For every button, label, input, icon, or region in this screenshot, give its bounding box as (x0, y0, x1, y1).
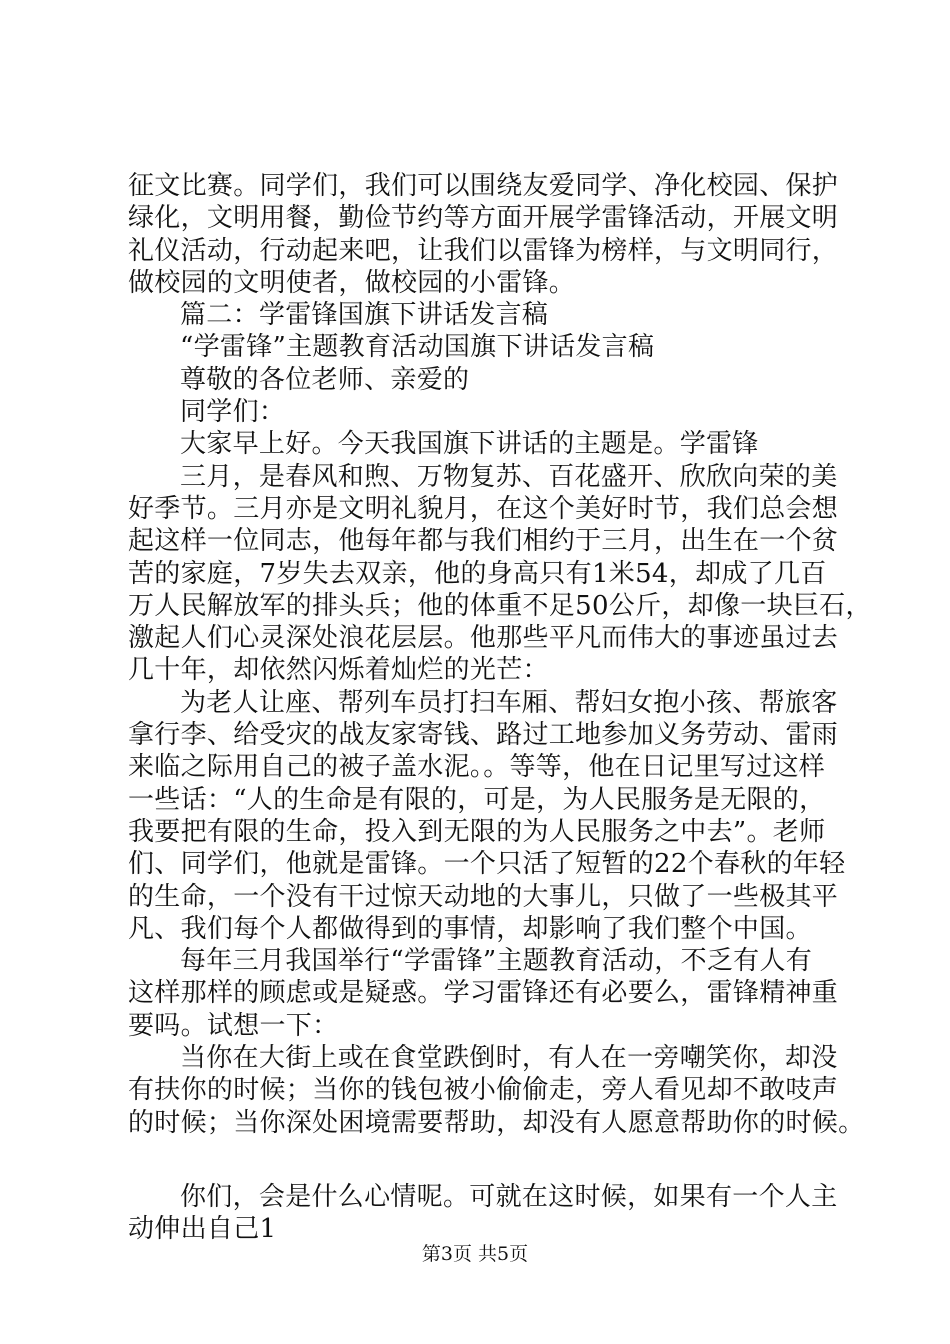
text-line: 们、同学们，他就是雷锋。一个只活了短暂的22个春秋的年轻 (128, 849, 846, 880)
text-line: 几十年，却依然闪烁着灿烂的光芒： (128, 655, 549, 686)
text-line: 每年三月我国举行“学雷锋”主题教育活动，不乏有人有 (180, 946, 813, 977)
text-line: 的时候；当你深处困境需要帮助，却没有人愿意帮助你的时候。 (128, 1107, 865, 1138)
text-line: 起这样一位同志，他每年都与我们相约于三月，出生在一个贫 (128, 526, 839, 557)
text-line: 苦的家庭，7岁失去双亲，他的身高只有1米54，却成了几百 (128, 558, 827, 589)
text-line: 凡、我们每个人都做得到的事情，却影响了我们整个中国。 (128, 913, 812, 944)
text-line: 当你在大街上或在食堂跌倒时，有人在一旁嘲笑你，却没 (180, 1043, 838, 1074)
text-line: “学雷锋”主题教育活动国旗下讲话发言稿 (180, 332, 655, 363)
text-line: 一些话：“人的生命是有限的，可是，为人民服务是无限的， (128, 784, 826, 815)
text-line: 要吗。试想一下： (128, 1010, 339, 1041)
text-line: 征文比赛。同学们，我们可以围绕友爱同学、净化校园、保护 (128, 171, 839, 201)
text-line: 篇二：学雷锋国旗下讲话发言稿 (180, 300, 549, 331)
document-body (128, 170, 872, 1246)
text-line: 动伸出自己1 (128, 1214, 277, 1245)
text-line: 来临之际用自己的被子盖水泥。。等等，他在日记里写过这样 (128, 752, 826, 783)
paragraph-gap (128, 1139, 828, 1181)
text-line: 好季节。三月亦是文明礼貌月，在这个美好时节，我们总会想 (128, 493, 839, 524)
page-footer: 第3页 共5页 (421, 1243, 529, 1265)
text-line: 你们，会是什么心情呢。可就在这时候，如果有一个人主 (180, 1181, 838, 1212)
text-line: 绿化，文明用餐，勤俭节约等方面开展学雷锋活动，开展文明 (128, 203, 839, 234)
text-line: 拿行李、给受灾的战友家寄钱、路过工地参加义务劳动、雷雨 (128, 720, 839, 751)
text-line: 大家早上好。今天我国旗下讲话的主题是。学雷锋 (180, 429, 759, 460)
text-line: 万人民解放军的排头兵；他的体重不足50公斤，却像一块巨石， (128, 590, 872, 621)
text-line: 礼仪活动，行动起来吧，让我们以雷锋为榜样，与文明同行， (128, 235, 839, 266)
text-line: 这样那样的顾虑或是疑惑。学习雷锋还有必要么，雷锋精神重 (128, 978, 839, 1009)
text-line: 尊敬的各位老师、亲爱的 (180, 364, 470, 395)
text-line: 我要把有限的生命，投入到无限的为人民服务之中去”。老师 (128, 816, 826, 847)
text-line: 三月，是春风和煦、万物复苏、百花盛开、欣欣向荣的美 (180, 461, 838, 492)
text-line: 做校园的文明使者，做校园的小雷锋。 (128, 267, 576, 298)
text-line: 的生命，一个没有干过惊天动地的大事儿，只做了一些极其平 (128, 881, 839, 912)
text-line: 同学们： (180, 397, 286, 428)
text-line: 为老人让座、帮列车员打扫车厢、帮妇女抱小孩、帮旅客 (180, 687, 838, 718)
text-line: 有扶你的时候；当你的钱包被小偷偷走，旁人看见却不敢吱声 (128, 1075, 839, 1106)
text-line: 激起人们心灵深处浪花层层。他那些平凡而伟大的事迹虽过去 (128, 623, 839, 654)
